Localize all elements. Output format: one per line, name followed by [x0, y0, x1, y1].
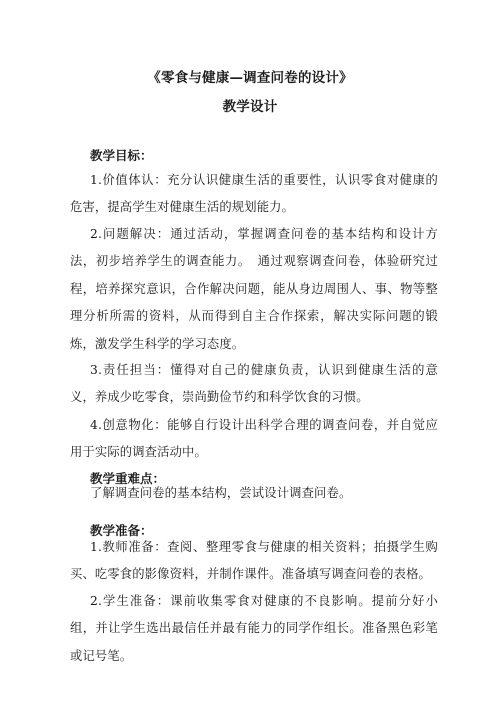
objective-responsibility: 3.责任担当：懂得对自己的健康负责，认识到健康生活的意义，养成少吃零食，崇尚勤俭节约和科学饮食的习惯。: [70, 363, 438, 405]
key-points-heading: 教学重难点：: [90, 471, 166, 486]
preparation-heading: 教学准备：: [90, 523, 153, 538]
objectives-heading: 教学目标：: [90, 148, 153, 163]
objective-value-recognition: 1.价值体认：充分认识健康生活的重要性，认识零食对健康的危害，提高学生对健康生活的规划能力。: [70, 173, 438, 215]
preparation-student: 2.学生准备：课前收集零食对健康的不良影响。提前分好小组，并让学生选出最信任并最有能力的同学作组长。准备黑色彩笔或记号笔。: [70, 594, 438, 663]
preparation-teacher: 1.教师准备：查阅、整理零食与健康的相关资料；拍摄学生购买、吃零食的影像资料，并制作课件。准备填写调查问卷的表格。: [70, 540, 438, 582]
objective-creative-making: 4.创意物化：能够自行设计出科学合理的调查问卷，并自觉应用于实际的调查活动中。: [70, 418, 438, 460]
objective-problem-solving: 2.问题解决：通过活动，掌握调查问卷的基本结构和设计方法，初步培养学生的调查能力。 通过观察调查问卷，体验研究过程，培养探究意识，合作解决问题，能从身边周围人、事、物等整理分析所需的资料，从而得到自主合作探索，解决实际问题的锻炼，激发学生科学的学习态度。: [70, 227, 438, 351]
document-title: 《零食与健康—调查问卷的设计》: [147, 70, 353, 86]
key-points-text: 了解调查问卷的基本结构，尝试设计调查问卷。: [90, 486, 352, 500]
document-subtitle: 教学设计: [222, 99, 278, 115]
